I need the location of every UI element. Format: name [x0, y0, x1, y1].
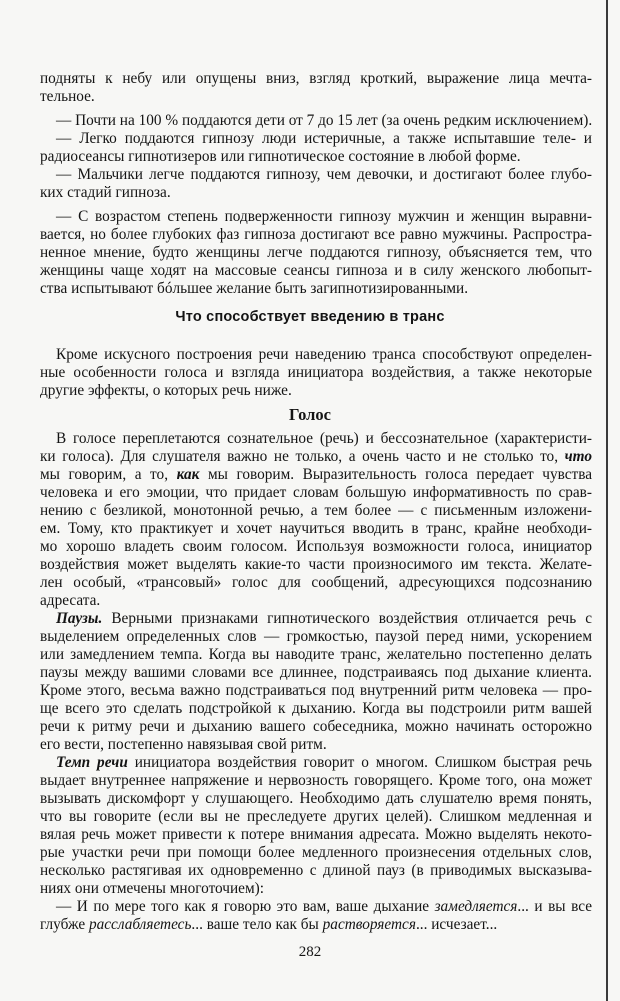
paragraph-label: Темп речи	[56, 754, 128, 771]
text-line: выдает внутреннее напряжение и нервозность говорящего. Кроме того, она может	[40, 772, 592, 789]
text-line: адресата.	[40, 592, 101, 609]
text-line	[40, 916, 592, 934]
text-line: женщины чаще ходят на массовые сеансы гипноза и в силу женского любопыт-	[40, 262, 592, 279]
text-line: или замедлением темпа. Когда вы наводите транс, желательно постепенно делать	[40, 646, 592, 663]
text-line: ниях они отмечены многоточием):	[40, 880, 265, 897]
text-line: — Мальчики легче поддаются гипнозу, чем девочки, и достигают более глубо-	[56, 166, 592, 183]
text-line: ем. Тому, кто практикует и хочет научиться вводить в транс, крайне необходи-	[40, 520, 592, 537]
text-line: лен особый, «трансовый» голос для сообщений, адресующихся подсознанию	[40, 574, 592, 591]
page-edge-rule	[606, 0, 608, 1001]
text-run: — И по мере того как я говорю это вам, ваше дыхание	[56, 898, 430, 915]
text-line: В голосе переплетаются сознательное (речь) и бессознательное (характеристи-	[56, 430, 592, 447]
section-heading: Что способствует введению в транс	[175, 309, 445, 325]
text-line	[56, 754, 592, 772]
text-line: вялая речь может привести к потере внимания адресата. Можно выделять некото-	[40, 826, 592, 843]
text-line	[40, 466, 592, 484]
text-line: что вы говорите (если вы не преследуете других целей). Слишком медленная и	[40, 808, 592, 825]
text-line: ненное мнение, будто женщины легче поддаются гипнозу, объясняется тем, что	[40, 244, 592, 261]
text-line: ные особенности голоса и взгляда инициатора воздействия, а также некоторые	[40, 364, 592, 381]
text-line: выделением определенных слов — громкостью, паузой перед ними, ускорением	[40, 628, 592, 645]
text-line: воздействия может выделять какие-то части произносимого им текста. Желате-	[40, 556, 592, 573]
text-line: вызывать дискомфорт у слушающего. Необходимо дать слушателю время понять,	[40, 790, 592, 807]
text-line: другие эффекты, о которых речь ниже.	[40, 382, 292, 399]
text-line: рые участки речи при помощи более медленного произнесения отдельных слов,	[40, 844, 592, 861]
text-line	[40, 448, 592, 466]
text-line: Кроме искусного построения речи наведению транса способствуют определен-	[56, 346, 592, 363]
text-line: речи к ритму речи и дыханию вашего собеседника, можно начинать осторожно	[40, 718, 592, 735]
page-number: 282	[298, 944, 322, 960]
text-line: радиосеансы гипнотизеров или гипнотическое состояние в любой форме.	[40, 148, 521, 165]
emphasis: растворяется	[322, 916, 416, 933]
text-line: тельное.	[40, 88, 95, 105]
text-line: вается, но более глубоких фаз гипноза достигают все равно мужчины. Распростра-	[40, 226, 592, 243]
text-line: паузы между вашими словами все длиннее, подстраиваясь под дыхание клиента.	[40, 664, 592, 681]
text-run: ... ваше тело как бы	[191, 916, 319, 933]
emphasis: замедляется	[434, 898, 518, 915]
text-run: мы говорим, а то,	[40, 466, 169, 483]
paragraph-label: Паузы.	[56, 610, 103, 627]
text-run: мы говорим. Выразительность голоса передает чувства	[207, 466, 593, 483]
text-line: подняты к небу или опущены вниз, взгляд кроткий, выражение лица мечта-	[40, 70, 592, 87]
text-line: несколько растягивая их одновременно с длиной пауз (в приводимых высказыва-	[40, 862, 592, 879]
text-run: инициатора воздействия говорит о многом. Слишком быстрая речь	[134, 754, 592, 771]
text-line	[56, 898, 592, 916]
text-line: — С возрастом степень подверженности гипнозу мужчин и женщин выравни-	[56, 208, 592, 225]
text-run: ... исчезает...	[415, 916, 498, 933]
emphasis: как	[176, 466, 200, 483]
text-line: ще всего это сделать подстройкой к дыханию. Когда вы подстроили ритм вашей	[40, 700, 592, 717]
text-run: Верными признаками гипнотического воздействия отличается речь с	[111, 610, 592, 627]
text-line: его вести, постепенно навязывая свой ритм.	[40, 736, 327, 753]
text-line: ства испытывают бóльшее желание быть загипнотизированными.	[40, 280, 469, 297]
emphasis: что	[564, 448, 593, 465]
text-line: — Легко поддаются гипнозу люди истеричные, а также испытавшие теле- и	[56, 130, 592, 147]
subsection-heading: Голос	[289, 405, 331, 424]
text-run: ки голоса). Для слушателя важно не только, а очень часто и не столько то,	[40, 448, 559, 465]
emphasis: расслабляетесь	[88, 916, 192, 933]
text-line: нению с безликой, монотонной речью, а тем более — с письменным изложени-	[40, 502, 592, 519]
text-run: ... и вы все	[517, 898, 592, 915]
text-line	[56, 610, 592, 628]
text-line: мо хорошо владеть своим голосом. Используя возможности голоса, инициатор	[40, 538, 592, 555]
text-line: человека и его эмоции, что придает словам большую информативность по срав-	[40, 484, 592, 501]
text-run: глубже	[40, 916, 86, 933]
text-line: Кроме этого, весьма важно подстраиваться под внутренний ритм человека — про-	[40, 682, 592, 699]
text-line: ких стадий гипноза.	[40, 184, 171, 201]
text-line: — Почти на 100 % поддаются дети от 7 до 15 лет (за очень редким исключением).	[56, 112, 593, 129]
